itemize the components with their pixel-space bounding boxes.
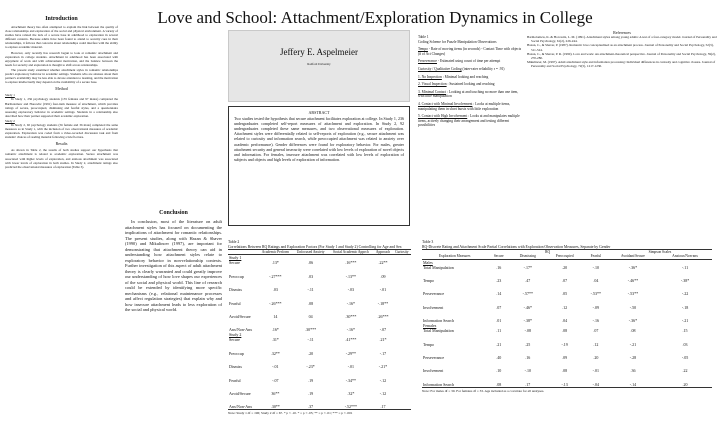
table-2-cell: -.27*** bbox=[269, 273, 282, 279]
table-2-grid bbox=[228, 249, 411, 410]
table-3-cell: .40 bbox=[496, 354, 502, 360]
table-2-cell: .32* bbox=[347, 390, 355, 396]
table-3-cell: .22 bbox=[682, 368, 688, 374]
table-2-cell: .32** bbox=[270, 350, 280, 356]
table-2-cell: -.01 bbox=[379, 287, 387, 293]
table-2-row-label: Secure bbox=[229, 337, 240, 343]
table-2-section-label: Study 2 bbox=[229, 332, 242, 338]
reference-item: Bartholomew, K. & Horowitz, L. M. (1991). Attachment styles among young adults: A test of a four-category model. Journal of Personality and Social Psychology, 61(2), 226-244. bbox=[527, 35, 717, 44]
table-3-cell: -.50 bbox=[629, 304, 637, 310]
table-3-header-cell: Anxious/Non-anx bbox=[658, 254, 712, 259]
table-3-cell: .07 bbox=[562, 277, 568, 283]
table-2-spacer bbox=[228, 356, 411, 364]
table-2-cell: -.16* bbox=[346, 300, 356, 306]
table-2-header-cell: Social Academic Apprch bbox=[328, 250, 373, 255]
coding-row-text: - Estimated using count of time per attempt bbox=[436, 59, 501, 64]
table-2-cell: .41*** bbox=[345, 337, 357, 343]
coding-row-label: 2. Visual Inspection bbox=[418, 82, 447, 87]
table-3-cell: .16 bbox=[496, 264, 502, 270]
table-3-cell: -.53** bbox=[627, 291, 639, 297]
abstract-heading: ABSTRACT bbox=[308, 110, 330, 115]
abstract-box bbox=[228, 106, 410, 226]
table-3-section-label: Females bbox=[423, 323, 437, 329]
table-2-cell: -.34** bbox=[345, 377, 357, 383]
table-3-cell: -.36* bbox=[628, 264, 638, 270]
intro-paragraph: However, only recently has research begun to look at romantic attachment and exploration in college students. Attachment in adulthood has been associated with enjoyment of work and with achievement motivation, and the balance between the needs for security and exploration is thought to shift across relationships. bbox=[5, 50, 118, 67]
table-3-header-cell: Fearful bbox=[584, 254, 608, 259]
table-2-cell: -.23* bbox=[306, 364, 315, 370]
table-3-cell: -.22 bbox=[681, 291, 689, 297]
coding-row-label: Perseverance bbox=[418, 59, 437, 64]
table-3-row-label: Information Search bbox=[422, 382, 487, 388]
table-3-cell: .04 bbox=[593, 277, 599, 283]
table-3-cell: -.08 bbox=[524, 328, 531, 334]
table-3-cell: -.01 bbox=[592, 368, 599, 374]
center-column bbox=[228, 30, 410, 255]
table-2-spacer bbox=[228, 342, 411, 350]
table-3-cell: .36 bbox=[630, 368, 636, 374]
intro-column bbox=[5, 14, 118, 434]
table-3-cell: .04 bbox=[562, 318, 568, 324]
table-2-spacer bbox=[228, 369, 411, 377]
table-3-cell: .03 bbox=[682, 341, 688, 347]
table-2-spacer bbox=[228, 279, 411, 287]
table-2-row-label: Secure bbox=[229, 260, 240, 266]
table-2-cell: .06 bbox=[308, 260, 314, 266]
table-3-cell: .01 bbox=[496, 318, 502, 324]
table-2-cell: .03 bbox=[308, 273, 314, 279]
table-2-spacer bbox=[228, 396, 411, 404]
study2-heading: Study 2 bbox=[5, 118, 15, 123]
table-3-cell: -.17* bbox=[523, 264, 532, 270]
table-3-cell: -.19 bbox=[561, 341, 568, 347]
table-3-cell: -.46** bbox=[627, 277, 639, 283]
table-3-cell: .09 bbox=[562, 354, 568, 360]
table-2-row-label: Dismiss bbox=[229, 287, 242, 293]
table-3-cell: -.10 bbox=[524, 368, 531, 374]
table-2-cell: .31* bbox=[271, 337, 279, 343]
table-2-note: Note: Study 1 df = 196; Study 2 df = 67. * p < .10. * = p < .05; ** = p < .01; *** = p < .001 bbox=[228, 411, 353, 416]
references-heading: References bbox=[613, 30, 631, 35]
table-2-spacer bbox=[228, 319, 411, 327]
table-3-group-simpson: Simpson Scales bbox=[608, 250, 712, 255]
table-2-cell: .16*** bbox=[345, 260, 357, 266]
coding-caption-number: Table 1 bbox=[418, 35, 429, 39]
table-2-cell: -.29** bbox=[345, 350, 357, 356]
table-3-note: Note: For males df = 30. For females df = 33. Age included as a covariate for all analyses. bbox=[422, 388, 545, 393]
table-3-cell: .14 bbox=[496, 291, 502, 297]
coding-row bbox=[418, 75, 525, 80]
table-2-cell: .20 bbox=[308, 350, 314, 356]
conclusion-heading: Conclusion bbox=[159, 210, 188, 216]
table-2 bbox=[228, 240, 411, 416]
results-text: As shown in Table 2, the results of both studies support our hypothesis that romantic attachment is related to academic exploration. Secure attachment was associated with higher levels of exploration, and anxious attachment was associated with lower levels of exploration in both studies. In Study 2, attachment ratings also predicted the observational measures of exploration (Table 3). bbox=[5, 148, 118, 169]
table-3-row-label: Perseverance bbox=[423, 354, 445, 360]
table-row bbox=[228, 404, 411, 410]
table-2-cell: .21* bbox=[379, 337, 387, 343]
table-3-group-rq: RQ bbox=[487, 250, 608, 255]
table-2-cell: -.07 bbox=[272, 377, 279, 383]
table-2-cell: -.07 bbox=[379, 327, 387, 333]
coding-row-label: 3. Minimal Contact bbox=[418, 89, 447, 94]
table-2-cell: .26*** bbox=[377, 313, 389, 319]
table-2-cell: -.03 bbox=[347, 287, 355, 293]
table-3-spacer bbox=[422, 373, 712, 381]
conclusion-text: In conclusion, most of the literature on adult attachment styles has focused on documenting the implications of attachment for romantic relationships. The present studies, along with Hazan & Shaver (1990) and Mikulincer (1997), are important for demonstrating that attachment theory can aid in understanding how attachment styles relate to exploratory behavior in non-relationship contexts. Further investigation of this aspect of adult attachment theory is clearly warranted and could greatly improve our understanding of how love shapes our experiences of the social and physical world. This line of research could be extended by identifying more specific mechanisms (e.g., relational maintenance processes and affect regulation strategies) that explain why and how insecure attachment leads to less exploration of the social and physical world. bbox=[125, 219, 222, 312]
table-2-cell: -.21* bbox=[378, 364, 388, 370]
table-2-cell: -.11 bbox=[307, 287, 314, 293]
table-3-cell: .21 bbox=[496, 341, 502, 347]
table-3 bbox=[422, 240, 712, 393]
table-2-spacer bbox=[228, 265, 411, 273]
table-2-cell: .30*** bbox=[345, 313, 357, 319]
table-3-cell: .12 bbox=[593, 341, 599, 347]
table-3-cell: .10 bbox=[496, 368, 502, 374]
table-3-cell: .25 bbox=[525, 341, 531, 347]
coding-row bbox=[418, 114, 525, 128]
table-3-spacer bbox=[422, 347, 712, 355]
table-2-cell: 14 bbox=[273, 313, 278, 319]
table-2-cell: 04 bbox=[308, 313, 313, 319]
table-2-cell: -.01 bbox=[347, 364, 355, 370]
coding-row-label: Curiosity / Qualitative Coding bbox=[418, 66, 462, 71]
results-heading: Results bbox=[55, 141, 68, 147]
reference-item: Hazan, C., & Shaver, P. R. (1990). Love and work: An attachment-theoretical perspective. Journal of Personality and Social Psychology, 59(2), 270-280. bbox=[527, 51, 716, 61]
table-3-row-label: Tempo bbox=[423, 277, 435, 283]
table-2-cell: 36** bbox=[271, 390, 280, 396]
coding-row bbox=[418, 67, 525, 72]
table-3-header-cell: Avoidant/Secure bbox=[608, 254, 658, 259]
table-3-cell: .08 bbox=[487, 382, 510, 388]
table-2-header-cell: Curiosity bbox=[393, 250, 411, 255]
coding-row bbox=[418, 47, 525, 56]
table-2-cell: -.12 bbox=[379, 390, 387, 396]
intro-paragraph: Attachment theory has often attempted to explain the link between the quality of close relationships and exploration of the social and physical environment. A variety of studies have related the lack of a secure base in adulthood to exploration in several different contexts. Because adults have been found to attend to security cues in their relationships, it follows that concerns about relationships could interfere with the ability to explore academic material. bbox=[5, 25, 118, 50]
table-3-cell: -.13 bbox=[545, 382, 583, 388]
table-2-cell: .09 bbox=[380, 273, 386, 279]
table-2-header-cell: Unfocused Anxiety bbox=[293, 250, 329, 255]
table-2-row-label: Fearful bbox=[229, 300, 241, 306]
reference-item: Mikulincer, M. (1997). Adult attachment style and information processing: Individual differences in curiosity and cognitive closure. Journal of Personality and Social Psychology, 72(5), 1217-1230. bbox=[527, 60, 716, 69]
table-3-cell: -.05 bbox=[681, 354, 689, 360]
coding-row-label: 5. Contact with High Involvement bbox=[418, 114, 468, 119]
table-2-spacer bbox=[228, 292, 411, 300]
table-2-spacer bbox=[228, 306, 411, 314]
method-heading: Method bbox=[55, 86, 68, 92]
coding-row-text: : Looks at and manipulates multiple items, actively changing their arrangement and testing different possibilities bbox=[418, 114, 520, 128]
table-3-cell: -.28 bbox=[629, 354, 637, 360]
table-3-grid bbox=[422, 249, 712, 388]
table-3-cell: .12 bbox=[562, 304, 568, 310]
study2-text: In Study 2, 92 psychology students (56 female and 36 male) completed the same measures as in Study 1, with the inclusion of two observational measures of academic exploration. Exploration was coded from a video-recorded discussion task and from students' choices of reading material following a brief lecture. bbox=[5, 122, 118, 140]
table-2-cell: .16* bbox=[271, 327, 279, 333]
table-2-row-label: Preoccup bbox=[229, 273, 244, 279]
table-3-header-cell: Dismissing bbox=[510, 254, 545, 259]
table-3-cell: .47 bbox=[525, 277, 531, 283]
table-3-cell: -.21 bbox=[681, 318, 689, 324]
table-2-cell: -.01 bbox=[272, 364, 279, 370]
author-affiliation: Radford University bbox=[307, 62, 331, 66]
table-2-cell: -.13** bbox=[345, 273, 357, 279]
references-column bbox=[527, 30, 717, 230]
table-3-cell: -.38* bbox=[523, 318, 532, 324]
table-3-row-label: Information Search bbox=[423, 318, 454, 324]
table-2-cell: -.17 bbox=[379, 350, 387, 356]
table-2-cell: .19 bbox=[308, 390, 314, 396]
table-3-cell: .08 bbox=[630, 328, 636, 334]
table-3-cell: .07 bbox=[496, 304, 502, 310]
table-3-spacer bbox=[422, 310, 712, 318]
table-3-row-label: Total Manipulation bbox=[423, 328, 454, 334]
table-3-spacer bbox=[422, 283, 712, 291]
coding-row-text: : Looking at and touching no more than one item, with little manipulation bbox=[418, 89, 519, 99]
table-3-cell: .08 bbox=[562, 328, 568, 334]
table-2-cell: -.16* bbox=[346, 327, 356, 333]
table-3-cell: .20 bbox=[593, 354, 599, 360]
coding-row bbox=[418, 90, 525, 99]
coding-row-label: 1. No Inspection bbox=[418, 74, 442, 79]
intro-paragraph: The present study examined whether attachment styles in romantic relationships predict exploratory behavior in academic settings. Students who are anxious about their partner's availability may be less able to devote attention to learning, and the motivation to explore intellectually may depend on the availability of a secure base. bbox=[5, 67, 118, 85]
table-3-cell: -.53** bbox=[590, 291, 601, 297]
table-3-spacer bbox=[422, 333, 712, 341]
table-3-spacer bbox=[422, 270, 712, 278]
table-3-row-label: Total Manipulation bbox=[423, 264, 454, 270]
table-2-cell: -.18** bbox=[377, 300, 389, 306]
table-3-cell: -.36* bbox=[628, 318, 638, 324]
coding-caption-title: Coding Scheme for Puzzle Manipulation Observations bbox=[418, 39, 497, 44]
coding-row-text: - Rate of moving items (in seconds) - Contact Time with objects (# of Act Changes) bbox=[418, 47, 522, 56]
table-3-section-label: Males bbox=[423, 259, 433, 265]
table-3-cell: .16 bbox=[525, 354, 531, 360]
table-2-cell: .22** bbox=[378, 260, 388, 266]
table-3-cell: .15 bbox=[682, 328, 688, 334]
coding-row-text: : Minimal looking and reaching bbox=[441, 74, 489, 79]
table-3-header-cell: Secure bbox=[487, 254, 510, 259]
table-3-cell: .20 bbox=[562, 264, 568, 270]
coding-scheme bbox=[418, 35, 525, 235]
table-3-cell: -.10 bbox=[592, 264, 599, 270]
table-2-cell: -.26*** bbox=[269, 300, 282, 306]
table-3-cell: .17 bbox=[510, 382, 545, 388]
table-2-row-label: Avoid/Secure bbox=[229, 313, 251, 319]
table-2-row-label: Anx/Non-Anx bbox=[228, 404, 258, 410]
coding-row-label: Tempo bbox=[418, 47, 428, 52]
table-2-cell: .30** bbox=[258, 404, 293, 410]
table-2-header-cell: Academic Perform bbox=[258, 250, 293, 255]
table-3-cell: -.18 bbox=[681, 304, 689, 310]
table-2-cell: -.52*** bbox=[328, 404, 373, 410]
discussion-column bbox=[125, 208, 222, 434]
coding-row-text: (inter-rater reliability r = .91) bbox=[461, 66, 505, 71]
reference-item: Hazan, C., & Shaver, P. (1987). Romantic love conceptualized as an attachment process. Journal of Personality and Social Psychology, 52(3), 511-524. bbox=[527, 43, 714, 52]
coding-row-label: 4. Contact with Minimal Involvement bbox=[418, 101, 473, 106]
table-2-cell: .17 bbox=[373, 404, 392, 410]
table-3-row-label: Perseverance bbox=[423, 291, 445, 297]
table-3-cell: -.04 bbox=[584, 382, 608, 388]
table-3-cell: -.16 bbox=[592, 318, 599, 324]
table-3-cell: .20 bbox=[658, 382, 712, 388]
table-3-cell: -.38* bbox=[680, 277, 690, 283]
table-2-header-cell: Approach bbox=[373, 250, 392, 255]
table-3-header-cell: Exploration Measures bbox=[422, 254, 487, 259]
coding-row bbox=[418, 82, 525, 87]
table-3-cell: .08 bbox=[562, 368, 568, 374]
table-row bbox=[422, 382, 712, 388]
study1-heading: Study 1 bbox=[5, 93, 15, 98]
coding-row bbox=[418, 102, 525, 111]
table-2-row-label: Avoid/Secure bbox=[229, 390, 251, 396]
table-3-cell: -.21 bbox=[629, 341, 637, 347]
coding-row-text: : Sustained looking and reaching bbox=[446, 82, 495, 87]
table-2-cell: .13* bbox=[271, 260, 279, 266]
coding-row-text: : Looks at multiple items, manipulating them in short bursts with little exploration bbox=[418, 101, 511, 111]
study1-text: In Study 1, 236 psychology students (135 females and 97 males) completed the Bartholomew and Horowitz (1991) four-item measure of attachment, which provides ratings of secure, preoccupied, dismissing and fearful styles, and a questionnaire assessing exploratory behavior in academic settings. Students in a relationship also described how their partner supported their academic exploration. bbox=[5, 97, 118, 118]
table-3-cell: -.57** bbox=[522, 291, 533, 297]
table-3-cell: .07 bbox=[593, 328, 599, 334]
table-3-header-cell: Preoccupied bbox=[545, 254, 583, 259]
intro-heading: Introduction bbox=[45, 16, 78, 22]
table-2-row-label: Preoccup bbox=[229, 350, 244, 356]
table-2-row-label: Anx/Non-Anx bbox=[229, 327, 253, 333]
table-2-cell: .03 bbox=[272, 287, 278, 293]
table-3-row-label: Involvement bbox=[423, 368, 444, 374]
table-3-cell: .11 bbox=[496, 328, 502, 334]
table-2-caption: Table 2 Correlations Between RQ Ratings and Exploration Factors (For Study 1 and Study 2) Controlling for Age and Sex bbox=[228, 240, 402, 249]
table-2-spacer bbox=[228, 383, 411, 391]
coding-row bbox=[418, 59, 525, 64]
table-3-cell: -.09 bbox=[592, 304, 599, 310]
table-2-cell: .19 bbox=[308, 377, 314, 383]
table-2-cell: .37 bbox=[293, 404, 329, 410]
table-3-cell: -.11 bbox=[681, 264, 689, 270]
table-2-cell: -.12 bbox=[379, 377, 387, 383]
table-3-cell: -.46* bbox=[523, 304, 532, 310]
table-2-section-label: Study 1 bbox=[229, 255, 242, 261]
table-3-cell: .05 bbox=[562, 291, 568, 297]
table-3-spacer bbox=[422, 360, 712, 368]
poster-title: Love and School: Attachment/Exploration Dynamics in College bbox=[157, 8, 593, 27]
table-2-cell: .08 bbox=[308, 300, 314, 306]
table-3-caption: Table 3 RQ-Discrete Rating and Attachment Scale Partial Correlations with Exploration Observation Measures, Separate by Gender bbox=[422, 240, 611, 249]
abstract-text: Two studies tested the hypothesis that secure attachment facilitates exploration at college. In Study 1, 236 undergraduates completed self-report measures of attachment and exploration. In Study 2, 92 undergraduates completed these same measures, and two observational measures of exploration. Attachment styles were differentially related to self-reports of exploration (e.g., secure attachment was related to curiosity and information search, while preoccupied attachment was related to anxiety over academic performance). Gender differences were found for exploratory behavior. For males, greater attachment security and general insecurity were correlated with low levels of exploration of novel objects and information. For females, insecure attachment was correlated with low levels of exploration of subjects and objects and high levels of exploration of information. bbox=[234, 116, 404, 162]
table-3-row-label: Tempo bbox=[423, 341, 435, 347]
table-2-row-label: Dismiss bbox=[229, 364, 242, 370]
table-2-row-label: Fearful bbox=[229, 377, 241, 383]
table-3-cell: .23 bbox=[496, 277, 502, 283]
table-2-cell bbox=[393, 404, 411, 410]
author-card bbox=[228, 30, 410, 102]
author-name: Jeffery E. Aspelmeier bbox=[279, 47, 359, 57]
table-2-cell: -.11 bbox=[307, 337, 314, 343]
table-3-spacer bbox=[422, 296, 712, 304]
table-3-row-label: Involvement bbox=[423, 304, 444, 310]
table-3-cell: -.14 bbox=[608, 382, 658, 388]
table-2-cell: .30*** bbox=[305, 327, 317, 333]
